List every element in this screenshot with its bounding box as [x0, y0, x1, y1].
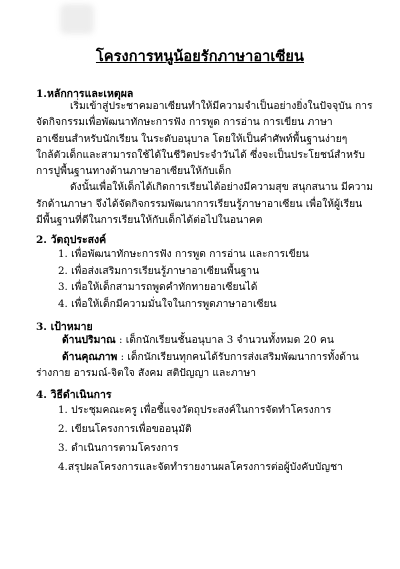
quality-text: : เด็กนักเรียนทุกคนได้รับการส่งเสริมพัฒนาการทั้งด้าน: [117, 351, 359, 363]
s1-paragraph-line: ใกล้ตัวเด็กและสามารถใช้ได้ในชีวิตประจำวันได้ ซึ่งจะเป็นประโยชน์สำหรับ: [36, 149, 365, 161]
quantity-text: : เด็กนักเรียนชั้นอนุบาล 3 จำนวนทั้งหมด 20 คน: [115, 334, 334, 346]
quantity-label: ด้านปริมาณ: [62, 334, 116, 346]
objective-item: 3. เพื่อให้เด็กสามารถพูดคำทักทายอาเซียนได้: [58, 281, 258, 293]
section-4-heading: 4. วิธีดำเนินการ: [36, 389, 112, 401]
s1-paragraph-line: จัดกิจกรรมเพื่อพัฒนาทักษะการฟัง การพูด การอ่าน การเขียน ภาษา: [36, 116, 333, 128]
procedure-item: 3. ดำเนินการตามโครงการ: [58, 442, 179, 454]
quality-label: ด้านคุณภาพ: [62, 351, 118, 363]
target-quantity: [62, 334, 334, 347]
section-2-heading: 2. วัตถุประสงค์: [36, 234, 107, 246]
target-quality: [62, 351, 359, 364]
faded-logo-mark: [60, 4, 94, 34]
objective-item: 4. เพื่อให้เด็กมีความมั่นใจในการพูดภาษาอาเซียน: [58, 298, 277, 310]
section-1-heading: 1.หลักการและเหตุผล: [36, 88, 134, 100]
s1-paragraph-line: ดังนั้นเพื่อให้เด็กได้เกิดการเรียนได้อย่างมีความสุข สนุกสนาน มีความ: [70, 181, 374, 193]
s1-paragraph-line: เริ่มเข้าสู่ประชาคมอาเซียนทำให้มีความจำเป็นอย่างยิ่งในปัจจุบัน การ: [70, 100, 373, 112]
s1-paragraph-line: อาเซียนสำหรับนักเรียน ในระดับอนุบาล โดยให้เป็นคำศัพท์พื้นฐานง่ายๆ: [36, 133, 348, 145]
section-3-heading: 3. เป้าหมาย: [36, 321, 93, 333]
procedure-item: 4.สรุปผลโครงการและจัดทำรายงานผลโครงการต่อผู้บังคับบัญชา: [58, 461, 343, 473]
s1-paragraph-line: การปูพื้นฐานทางด้านภาษาอาเซียนให้กับเด็ก: [36, 165, 232, 177]
procedure-item: 1. ประชุมคณะครู เพื่อชี้แจงวัตถุประสงค์ในการจัดทำโครงการ: [58, 404, 332, 416]
s1-paragraph-line: รักด้านภาษา จึงได้จัดกิจกรรมพัฒนาการเรียนรู้ภาษาอาเซียน เพื่อให้ผู้เรียน: [36, 198, 363, 210]
procedure-item: 2. เขียนโครงการเพื่อขออนุมัติ: [58, 423, 192, 435]
document-title: โครงการหนูน้อยรักภาษาอาเซียน: [95, 48, 305, 65]
objective-item: 1. เพื่อพัฒนาทักษะการฟัง การพูด การอ่าน และการเขียน: [58, 248, 309, 260]
target-quality-cont: ร่างกาย อารมณ์-จิตใจ สังคม สติปัญญา และภาษา: [36, 367, 257, 379]
objective-item: 2. เพื่อส่งเสริมการเรียนรู้ภาษาอาเซียนพื้นฐาน: [58, 265, 260, 277]
s1-paragraph-line: มีพื้นฐานที่ดีในการเรียนให้กับเด็กได้ต่อไปในอนาคต: [36, 214, 263, 226]
